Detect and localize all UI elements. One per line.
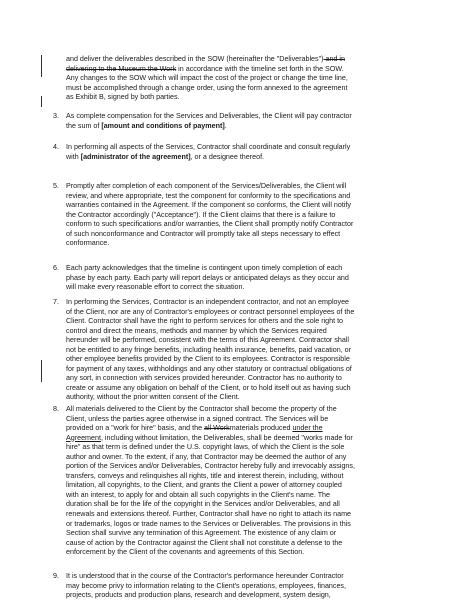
text-run: As complete compensation for the Services and Deliverables, the Client will pay contractor: [66, 112, 352, 120]
text-line: [66, 472, 416, 482]
text-run: portion of the Services and/or Deliverables, Contractor hereby fully and irrevocably assigns,: [66, 462, 355, 471]
inserted-text: Agreement: [66, 433, 101, 442]
text-run: materials produced: [229, 424, 293, 433]
clause-8: [53, 405, 416, 558]
text-run: must be accomplished through a change order, using the form annexed to the agreement: [66, 83, 348, 92]
text-line: [66, 529, 416, 539]
text-line: [66, 582, 416, 592]
text-line: [66, 122, 416, 132]
clause-number: 9.: [53, 572, 59, 580]
text-run: review, and where appropriate, test the component for conformity to the specifications and: [66, 191, 351, 200]
text-line: [66, 336, 416, 346]
text-run: .: [224, 121, 227, 130]
text-run: with an interest, to apply for and obtain all such copyrights in the Client's name. The: [66, 490, 330, 499]
text-run: of such nonconformance and Contractor will promptly take all steps necessary to effect: [66, 229, 341, 238]
text-line: [66, 393, 416, 403]
text-run: and deliver the deliverables described in the SOW (hereinafter the "Deliverables"): [66, 55, 324, 63]
text-line: [66, 424, 416, 434]
text-run: author and owner. To the extent, if any, that Contractor may be deemed the author of any: [66, 452, 347, 461]
text-line: [66, 355, 416, 365]
text-line: [66, 211, 416, 221]
text-line: [66, 539, 416, 549]
text-run: Promptly after completion of each component of the Services/Deliverables, the Client will: [66, 182, 347, 190]
text-run: in accordance with the timeline set forth in the SOW.: [176, 64, 344, 73]
text-run: enforcement by the Client of the covenants and agreements of this Section.: [66, 548, 305, 557]
text-run: projects, products and production plans, research and development, system design,: [66, 591, 331, 600]
text-line: [66, 239, 416, 249]
text-line: [66, 462, 416, 472]
text-line: [66, 182, 416, 192]
text-line: [66, 112, 416, 122]
text-run: or trademarks, logos or trade names to the Services or Deliverables. The provisions in this: [66, 519, 351, 528]
clause-7: [53, 298, 416, 403]
text-run: as Exhibit B, signed by both parties.: [66, 93, 180, 102]
text-run: hereunder will be performed, consistent with the terms of this Agreement. Contractor shall: [66, 336, 349, 345]
text-run: All materials delivered to the Client by the Contractor shall become the property of the: [66, 405, 337, 413]
text-line: [66, 298, 416, 308]
text-line: [66, 572, 416, 582]
text-run: will make every reasonable effort to correct the situation.: [66, 283, 245, 292]
text-run: phase by each party. Each party will report delays or anticipated delays as they occur and: [66, 273, 349, 282]
text-line: [66, 317, 416, 327]
clause-number: 4.: [53, 143, 59, 151]
text-run: , or a designee thereof.: [190, 152, 265, 161]
text-line: [66, 548, 416, 558]
text-line: [66, 264, 416, 274]
text-run: provided on a "work for hire" basis, and the: [66, 424, 205, 433]
text-line: [66, 192, 416, 202]
text-run: for payment of any taxes, withholdings and any other statutory or contractual obligations of: [66, 364, 352, 373]
text-line: [66, 84, 416, 94]
text-line: [66, 384, 416, 394]
text-run: conform to such specifications and/or warranties, the Client shall promptly notify Contractor: [66, 220, 354, 229]
placeholder-text: [amount and conditions of payment]: [101, 121, 225, 130]
text-line: [66, 500, 416, 510]
text-run: Section shall survive any termination of this Agreement. The existence of any claim or: [66, 529, 337, 538]
text-line: [66, 591, 416, 601]
text-line: [66, 283, 416, 293]
clause-number: 8.: [53, 405, 59, 413]
clause-3: [53, 112, 416, 131]
deleted-text: and in: [323, 55, 345, 63]
inserted-text: under the: [292, 424, 323, 433]
text-line: [66, 93, 416, 103]
text-run: Any changes to the SOW which will impact the cost of the project or change the time line,: [66, 74, 348, 83]
text-run: not be entitled to any fringe benefits, including health insurance, benefits, paid vacation, or: [66, 345, 352, 354]
clause-4: [53, 143, 416, 162]
text-line: [66, 453, 416, 463]
text-run: control and direct the means, methods and manner by which the Services required: [66, 326, 327, 335]
text-line: [66, 153, 416, 163]
clause-number: 3.: [53, 112, 59, 120]
text-run: In performing all aspects of the Services, Contractor shall coordinate and consult regularly: [66, 143, 351, 151]
text-run: authority, without the prior written consent of the Client.: [66, 393, 240, 402]
text-line: [66, 405, 416, 415]
text-run: limitation, all copyrights, to the Client, and grants the Client a power of attorney coupled: [66, 481, 342, 490]
text-line: [66, 374, 416, 384]
text-line: [66, 74, 416, 84]
deleted-text: all Work: [204, 424, 230, 433]
text-run: cause of action by the Contractor against the Client shall not constitute a defense to the: [66, 538, 343, 547]
clause-number: 5.: [53, 182, 59, 190]
text-run: , including without limitation, the Deliverables, shall be deemed "works made for: [100, 433, 353, 442]
text-line: [66, 143, 416, 153]
text-line: [66, 230, 416, 240]
text-line: [66, 491, 416, 501]
text-run: In performing the Services, Contractor is an independent contractor, and not an employee: [66, 298, 350, 306]
text-run: hire" as that term is defined under the U.S. copyright laws, of which the Client is the sole: [66, 443, 345, 452]
clause-5: [53, 182, 416, 249]
text-line: [66, 327, 416, 337]
text-run: duration shall be for the life of the copyright in the Services and/or Deliverables, and all: [66, 500, 340, 509]
text-line: [66, 365, 416, 375]
revision-bar: [41, 55, 42, 77]
text-line: [66, 415, 416, 425]
text-run: may become privy to information relating to the Client's operations, employees, finances,: [66, 581, 346, 590]
text-line: [66, 346, 416, 356]
clause-9: [53, 572, 416, 601]
text-run: create or assume any obligation on behalf of the Client, or to hold itself out as having such: [66, 383, 351, 392]
text-run: the Contractor accordingly ("Acceptance"). If the Client claims that there is a failure to: [66, 210, 336, 219]
text-line: [66, 274, 416, 284]
text-run: of the Client, nor are any of Contractor's employees or contract personnel employees of the: [66, 307, 355, 316]
text-line: [66, 55, 416, 65]
text-run: Client. Contractor shall have the right to perform services for others and the sole right to: [66, 317, 344, 326]
text-line: [66, 443, 416, 453]
clause-number: 6.: [53, 264, 59, 272]
text-line: [66, 308, 416, 318]
intro-paragraph: [66, 55, 416, 103]
text-run: warranties contained in the Agreement. If the component so conforms, the Client will notify: [66, 201, 351, 210]
text-run: other employee benefits provided by the Client to its employees. Contractor is responsible: [66, 355, 350, 364]
text-run: with: [66, 152, 81, 161]
clause-6: [53, 264, 416, 293]
revision-bar: [41, 360, 42, 382]
clause-number: 7.: [53, 298, 59, 306]
text-run: conformance.: [66, 239, 110, 248]
text-line: [66, 434, 416, 444]
placeholder-text: [administrator of the agreement]: [80, 152, 191, 161]
text-line: [66, 510, 416, 520]
text-run: transfers, conveys and relinquishes all rights, title and interest therein, including, without: [66, 471, 344, 480]
text-line: [66, 520, 416, 530]
text-line: [66, 65, 416, 75]
text-line: [66, 201, 416, 211]
revision-bar: [41, 96, 42, 107]
text-run: renewals and extensions thereof. Further, Contractor shall have no right to attach its name: [66, 510, 351, 519]
text-run: Client, unless the parties agree otherwise in a signed contract. The Services will be: [66, 414, 329, 423]
text-run: the sum of: [66, 121, 102, 130]
text-run: Each party acknowledges that the timeline is contingent upon timely completion of each: [66, 264, 343, 272]
deleted-text: delivering to the Museum the Work: [66, 64, 177, 73]
text-line: [66, 220, 416, 230]
text-run: any sort, in connection with services provided hereunder. Contractor has no authority to: [66, 374, 342, 383]
text-run: It is understood that in the course of the Contractor's performance hereunder Contractor: [66, 572, 344, 580]
text-line: [66, 481, 416, 491]
